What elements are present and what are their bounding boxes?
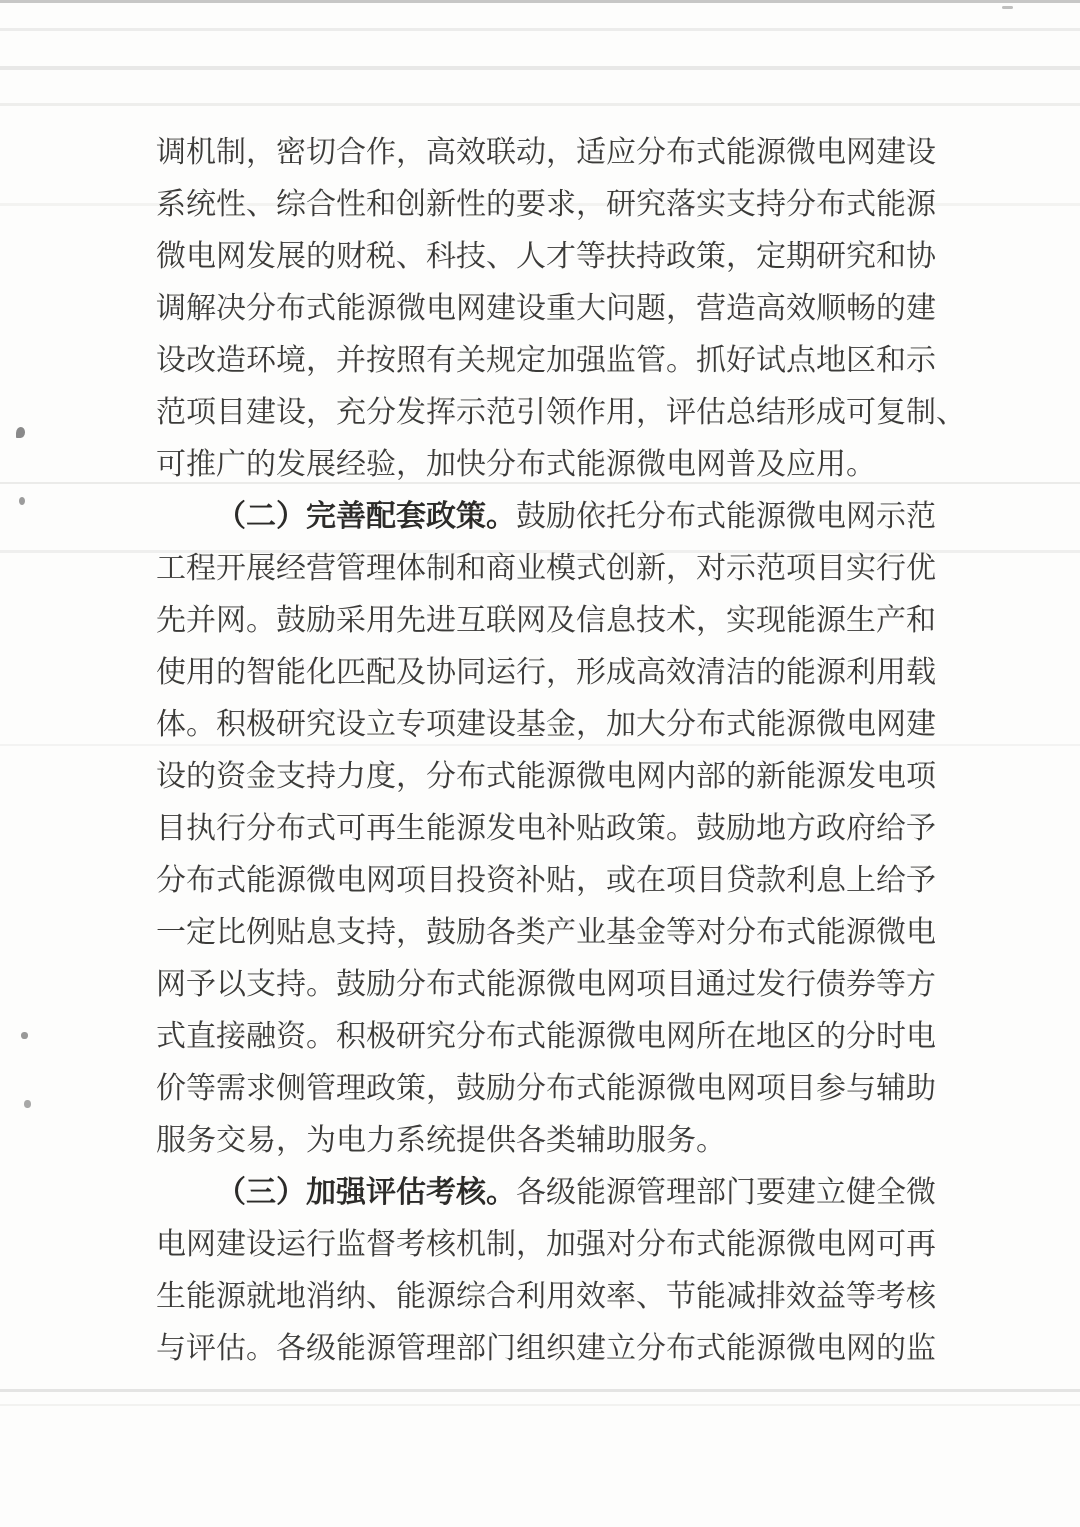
text-segment: 鼓励依托分布式能源微电网示范: [516, 500, 936, 533]
text-segment: 可推广的发展经验，加快分布式能源微电网普及应用。: [156, 448, 876, 481]
text-line: [156, 595, 946, 647]
text-line: [156, 439, 946, 491]
text-line: [156, 387, 966, 439]
text-segment: 价等需求侧管理政策，鼓励分布式能源微电网项目参与辅助: [156, 1072, 936, 1105]
text-segment: 电网建设运行监督考核机制，加强对分布式能源微电网可再: [156, 1228, 936, 1261]
text-segment: 服务交易，为电力系统提供各类辅助服务。: [156, 1124, 726, 1157]
scan-speck: [16, 427, 25, 438]
text-line: [156, 1115, 946, 1167]
text-line: [156, 803, 946, 855]
text-segment: 体。积极研究设立专项建设基金，加大分布式能源微电网建: [156, 708, 936, 741]
scan-streak: [0, 103, 1080, 106]
text-segment: 设改造环境，并按照有关规定加强监管。抓好试点地区和示: [156, 344, 936, 377]
text-line: [156, 1323, 946, 1375]
scan-streak: [0, 28, 1080, 31]
text-line: [156, 231, 946, 283]
text-line: [156, 1219, 946, 1271]
text-segment: 网予以支持。鼓励分布式能源微电网项目通过发行债券等方: [156, 968, 936, 1001]
text-line: [156, 179, 946, 231]
text-segment: 使用的智能化匹配及协同运行，形成高效清洁的能源利用载: [156, 656, 936, 689]
text-line: [156, 543, 946, 595]
heading-line: [156, 1167, 946, 1219]
scan-speck: [1002, 6, 1013, 9]
section-heading: （二）完善配套政策。: [216, 500, 516, 533]
text-block: [156, 127, 966, 1375]
text-line: [156, 1271, 946, 1323]
scan-streak: [0, 1389, 1080, 1392]
text-segment: 设的资金支持力度，分布式能源微电网内部的新能源发电项: [156, 760, 936, 793]
text-segment: 工程开展经营管理体制和商业模式创新，对示范项目实行优: [156, 552, 936, 585]
section-heading: （三）加强评估考核。: [216, 1176, 516, 1209]
text-segment: 微电网发展的财税、科技、人才等扶持政策，定期研究和协: [156, 240, 936, 273]
text-line: [156, 1063, 946, 1115]
text-line: [156, 1011, 946, 1063]
text-segment: 系统性、综合性和创新性的要求，研究落实支持分布式能源: [156, 188, 936, 221]
scan-speck: [19, 497, 25, 505]
text-segment: 目执行分布式可再生能源发电补贴政策。鼓励地方政府给予: [156, 812, 936, 845]
text-line: [156, 699, 946, 751]
text-line: [156, 907, 946, 959]
scan-streak: [0, 1404, 1080, 1406]
text-line: [156, 283, 946, 335]
text-line: [156, 959, 946, 1011]
scan-speck: [21, 1032, 28, 1039]
text-segment: 调解决分布式能源微电网建设重大问题，营造高效顺畅的建: [156, 292, 936, 325]
text-line: [156, 751, 946, 803]
text-segment: 式直接融资。积极研究分布式能源微电网所在地区的分时电: [156, 1020, 936, 1053]
scan-speck: [24, 1100, 31, 1108]
text-line: [156, 855, 946, 907]
text-line: [156, 335, 946, 387]
text-line: [156, 647, 946, 699]
text-segment: 各级能源管理部门要建立健全微: [516, 1176, 936, 1209]
text-segment: 生能源就地消纳、能源综合利用效率、节能减排效益等考核: [156, 1280, 936, 1313]
heading-line: [156, 491, 946, 543]
scan-streak: [0, 66, 1080, 70]
text-segment: 分布式能源微电网项目投资补贴，或在项目贷款利息上给予: [156, 864, 936, 897]
text-segment: 调机制，密切合作，高效联动，适应分布式能源微电网建设: [156, 136, 936, 169]
text-segment: 先并网。鼓励采用先进互联网及信息技术，实现能源生产和: [156, 604, 936, 637]
text-segment: 与评估。各级能源管理部门组织建立分布式能源微电网的监: [156, 1332, 936, 1365]
text-segment: 范项目建设，充分发挥示范引领作用，评估总结形成可复制、: [156, 396, 966, 429]
text-line: [156, 127, 946, 179]
text-segment: 一定比例贴息支持，鼓励各类产业基金等对分布式能源微电: [156, 916, 936, 949]
scan-edge-line: [0, 0, 1080, 3]
